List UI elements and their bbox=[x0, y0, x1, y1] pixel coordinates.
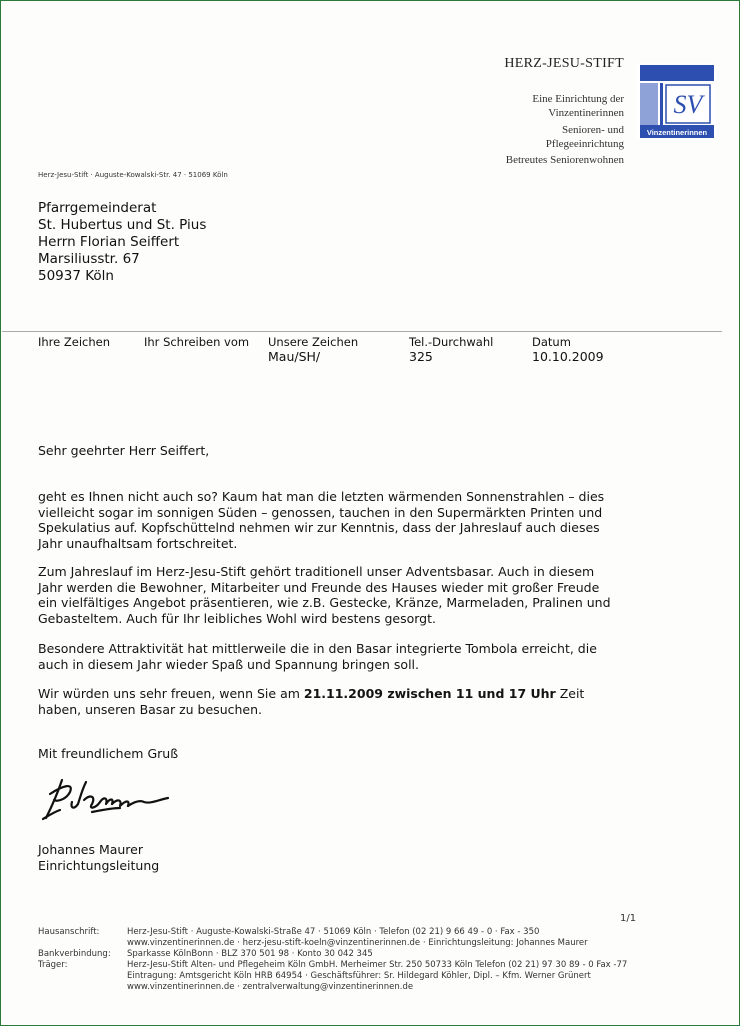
paragraph-2 bbox=[38, 564, 638, 626]
letterhead-line: Senioren- und bbox=[561, 124, 624, 136]
paragraph-line: Jahr werden die Bewohner, Mitarbeiter und Freunde des Hauses wieder mit großer Freude bbox=[38, 579, 600, 595]
ref-value-unsere-zeichen: Mau/SH/ bbox=[268, 349, 321, 364]
closing: Mit freundlichem Gruß bbox=[38, 746, 179, 761]
footer-label-traeger: Träger: bbox=[38, 960, 68, 970]
logo-initials: SV bbox=[673, 90, 703, 119]
footer-label-hausanschrift: Hausanschrift: bbox=[38, 927, 100, 937]
letterhead-line: Eine Einrichtung der bbox=[532, 93, 624, 105]
ref-label-ihre-zeichen: Ihre Zeichen bbox=[38, 335, 111, 349]
ref-label-unsere-zeichen: Unsere Zeichen bbox=[268, 335, 359, 349]
paragraph-line: geht es Ihnen nicht auch so? Kaum hat man die letzten wärmenden Sonnenstrahlen – dies bbox=[38, 489, 605, 504]
page-number: 1/1 bbox=[620, 913, 637, 924]
paragraph-3 bbox=[38, 641, 638, 672]
paragraph-line: Gebasteltem. Auch für Ihr leibliches Wohl wird bestens gesorgt. bbox=[38, 610, 436, 626]
ref-label-ihr-schreiben: Ihr Schreiben vom bbox=[144, 335, 250, 349]
logo-text: Vinzentinerinnen bbox=[646, 128, 708, 137]
org-name: HERZ-JESU-STIFT bbox=[504, 56, 624, 71]
recipient-line: Pfarrgemeinderat bbox=[38, 200, 157, 216]
invite-paragraph bbox=[38, 686, 638, 717]
event-date-time: 21.11.2009 zwischen 11 und 17 Uhr bbox=[303, 686, 556, 701]
ref-label-durchwahl: Tel.-Durchwahl bbox=[409, 335, 494, 349]
ref-label-datum: Datum bbox=[532, 335, 571, 349]
paragraph-line: Spekulatius auf. Kopfschüttelnd nehmen wir zur Kenntnis, dass der Jahreslauf auch dieses bbox=[38, 520, 600, 535]
recipient-line: 50937 Köln bbox=[38, 268, 114, 284]
invite-text: Wir würden uns sehr freuen, wenn Sie am bbox=[38, 686, 304, 701]
footer-line: www.vinzentinerinnen.de · zentralverwaltung@vinzentinerinnen.de bbox=[127, 982, 414, 992]
invite-line bbox=[38, 686, 638, 702]
vinzentinerinnen-logo bbox=[636, 63, 716, 139]
sender-line: Herz-Jesu-Stift · Auguste-Kowalski-Str. 47 · 51069 Köln bbox=[38, 171, 228, 179]
recipient-line: Herrn Florian Seiffert bbox=[38, 234, 180, 250]
footer-label-bankverbindung: Bankverbindung: bbox=[38, 949, 111, 959]
recipient-line: St. Hubertus und St. Pius bbox=[38, 217, 207, 233]
footer-line: Eintragung: Amtsgericht Köln HRB 64954 · Geschäftsführer: Sr. Hildegard Köhler, Dipl. – Kfm. Werner Grünert bbox=[127, 971, 591, 981]
letterhead-line: Pflegeeinrichtung bbox=[545, 138, 624, 150]
letterhead-line: Vinzentinerinnen bbox=[548, 107, 624, 119]
paragraph-line: Besondere Attraktivität hat mittlerweile die in den Basar integrierte Tombola erreicht, die bbox=[38, 641, 597, 656]
footer-line: Sparkasse KölnBonn · BLZ 370 501 98 · Konto 30 042 345 bbox=[127, 949, 373, 959]
handwritten-signature bbox=[40, 772, 175, 828]
footer-line: www.vinzentinerinnen.de · herz-jesu-stift-koeln@vinzentinerinnen.de · Einrichtungsleitung: Johannes Maurer bbox=[127, 938, 588, 948]
paragraph-1 bbox=[38, 489, 638, 551]
signer-title: Einrichtungsleitung bbox=[38, 858, 160, 873]
footer-line: Herz-Jesu-Stift · Auguste-Kowalski-Straße 47 · 51069 Köln · Telefon (02 21) 9 66 49 - 0 · Fax - 350 bbox=[127, 927, 540, 937]
divider bbox=[2, 331, 722, 332]
invite-line: haben, unseren Basar zu besuchen. bbox=[38, 701, 262, 717]
recipient-line: Marsiliusstr. 67 bbox=[38, 251, 140, 267]
paragraph-line: auch in diesem Jahr wieder Spaß und Spannung bringen soll. bbox=[38, 656, 419, 672]
salutation: Sehr geehrter Herr Seiffert, bbox=[38, 443, 210, 458]
invite-text: Zeit bbox=[555, 686, 585, 701]
recipient-address bbox=[38, 200, 206, 285]
footer-line: Herz-Jesu-Stift Alten- und Pflegeheim Köln GmbH. Merheimer Str. 250 50733 Köln Telefon (02 21) 97 30 89 - 0 Fax -77 bbox=[127, 960, 628, 970]
paragraph-line: Zum Jahreslauf im Herz-Jesu-Stift gehört traditionell unser Adventsbasar. Auch in diesem bbox=[38, 564, 595, 579]
ref-value-datum: 10.10.2009 bbox=[532, 349, 604, 364]
paragraph-line: Jahr unaufhaltsam fortschreitet. bbox=[38, 535, 238, 551]
ref-value-durchwahl: 325 bbox=[409, 349, 433, 364]
letterhead-line: Betreutes Seniorenwohnen bbox=[505, 154, 624, 166]
paragraph-line: ein vielfältiges Angebot präsentieren, wie z.B. Gestecke, Kränze, Marmeladen, Pralinen und bbox=[38, 595, 611, 610]
signer-name: Johannes Maurer bbox=[38, 842, 143, 857]
paragraph-line: vielleicht sogar im sonnigen Süden – genossen, tauchen in den Supermärkten Printen und bbox=[38, 504, 603, 520]
